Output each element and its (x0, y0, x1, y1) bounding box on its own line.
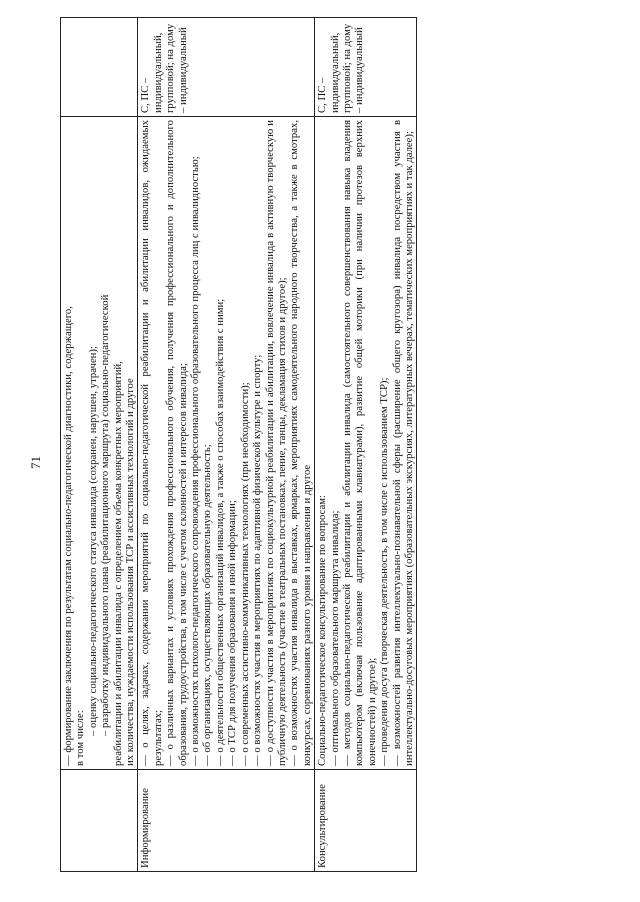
content-item: — о ТСР для получения образования и иной информации; (226, 500, 239, 766)
service-content-cell (138, 117, 315, 770)
content-item: — о возможностях участия в мероприятиях по адаптивной физической культуре и спорту; (251, 354, 264, 766)
content-line: — формирование заключения по результатам социально-педагогической диагностики, содержащего, (62, 306, 74, 766)
table-row (138, 18, 315, 872)
table-row (315, 18, 417, 872)
page-number: 71 (28, 456, 43, 469)
content-item: — о возможностях участия инвалида в выставках, ярмарках, мероприятиях самодеятельного народного творчества, а также в смотрах, конкурсах, соревнованиях разного уровня и направления и другое (288, 120, 313, 766)
service-form-cell: С, ПС – индивидуальный, групповой; на дому – индивидуальный (138, 18, 315, 117)
services-table (60, 17, 417, 872)
content-line: в том числе: (74, 710, 87, 766)
content-item: — методов социально-педагогической реабилитации и абилитации инвалида (самостоятельного совершенствования навыка владения компьютером (включая пользование адаптированными клавиатурами), развитие общей моторики (при наличии протезов верхних конечностей) и другое); (340, 120, 378, 766)
content-item: — о современных ассистивно-коммуникативных технологиях (при необходимости); (238, 382, 251, 766)
content-item: — об организациях, осуществляющих образовательную деятельность; (201, 444, 214, 766)
content-item: — проведения досуга (творческая деятельность, в том числе с использованием ТСР); (378, 377, 391, 766)
content-line: – разработку индивидуального плана (реабилитационного маршрута) социально-педагогической (99, 294, 112, 736)
service-name-cell: Информирование (138, 770, 315, 872)
service-content-cell (315, 117, 417, 770)
content-item: — о деятельности общественных организаций инвалидов, а также о способах взаимодействия с ними; (213, 298, 226, 766)
content-item: — о возможностях психолого-педагогического сопровождения профессионального образовательного процесса лиц с инвалидностью; (189, 156, 202, 766)
service-name-cell: Консультирование (315, 770, 417, 872)
content-line: реабилитации и абилитации инвалида с определением объема конкретных мероприятий, (111, 361, 124, 766)
service-content-cell (61, 117, 138, 770)
service-form-cell: С, ПС – индивидуальный, групповой; на дому – индивидуальный (315, 18, 417, 117)
content-item: — оптимального образовательного маршрута инвалида; (328, 510, 341, 766)
content-item: — о различных вариантах и условиях прохождения профессионального обучения, получения профессионального и дополнительного образования, трудоустройства, в том числе с учетом склонностей и интересов инвалида; (164, 120, 189, 766)
service-name-cell (61, 770, 138, 872)
content-item: — о доступности участия в мероприятиях по социокультурной реабилитации и абилитации, вовлечение инвалида в активную творческую и публичную деятельность (участие в театральных постановках, пение, танцы, декламация стихов и другое); (263, 120, 288, 766)
content-line: – оценку социально-педагогического статуса инвалида (сохранен, нарушен, утрачен); (86, 346, 99, 736)
content-line: их количества, нуждаемости использования ТСР и ассистивных технологий и другое (124, 378, 137, 766)
table-row (61, 18, 138, 872)
content-item: — возможностей развития интеллектуально-познавательной сферы (расширение общего кругозора) инвалида посредством участия в интеллектуально-досуговых мероприятиях (образовательных экскурсиях, литературных вечерах, тематических мероприятиях и так далее); (390, 120, 415, 766)
service-form-cell (61, 18, 138, 117)
content-item: Социально-педагогическое консультирование по вопросам: (316, 495, 329, 766)
content-item: — о целях, задачах, содержании мероприятий по социально-педагогической реабилитации и абилитации инвалидов, ожидаемых результатах; (139, 120, 164, 766)
